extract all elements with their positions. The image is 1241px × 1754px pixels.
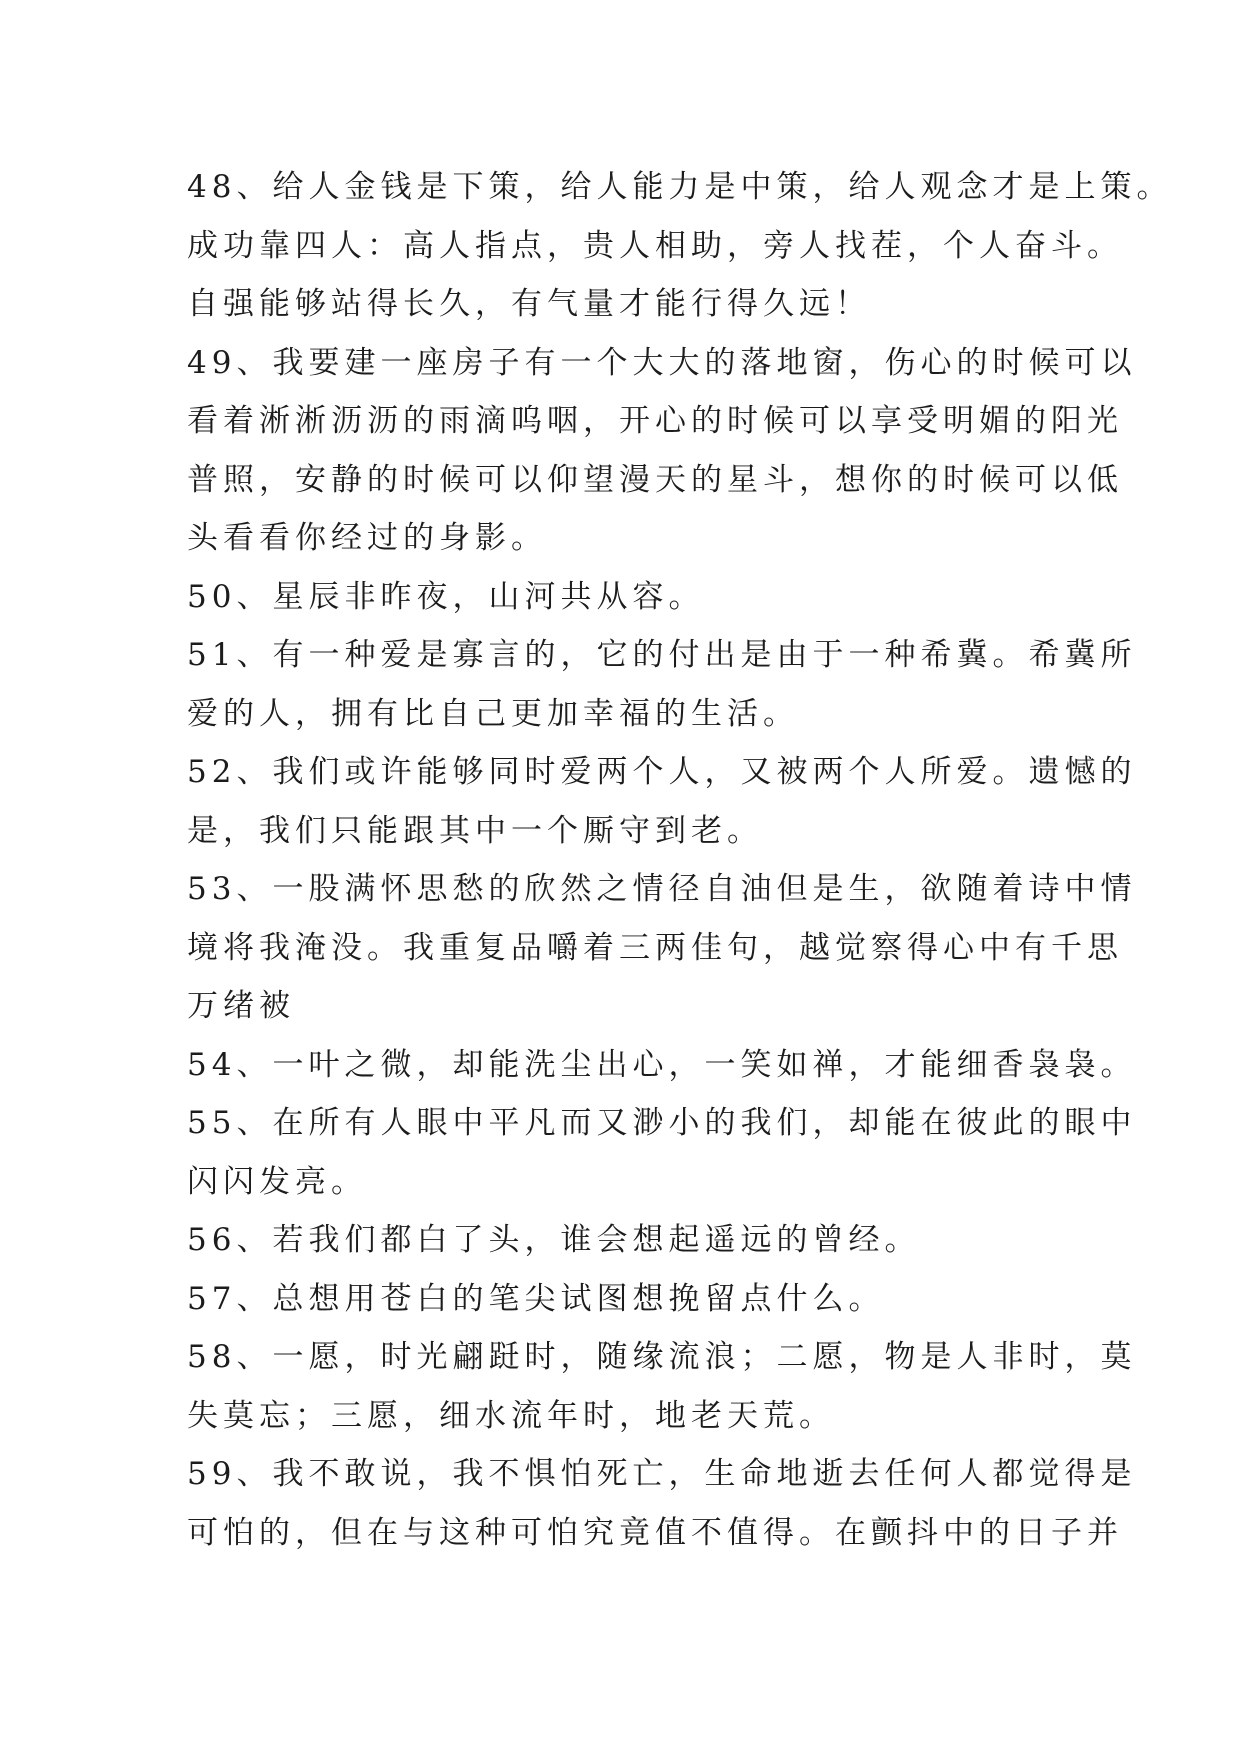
text-line: 53、一股满怀思愁的欣然之情径自油但是生，欲随着诗中情 bbox=[187, 871, 1137, 907]
text-line: 52、我们或许能够同时爱两个人，又被两个人所爱。遗憾的 bbox=[187, 754, 1137, 790]
text-line: 境将我淹没。我重复品嚼着三两佳句，越觉察得心中有千思 bbox=[187, 929, 1123, 966]
document-body bbox=[187, 158, 1173, 1562]
text-line: 58、一愿，时光翩跹时，随缘流浪；二愿，物是人非时，莫 bbox=[187, 1339, 1137, 1375]
text-line: 看着淅淅沥沥的雨滴呜咽，开心的时候可以享受明媚的阳光 bbox=[187, 403, 1123, 439]
text-line: 54、一叶之微，却能洗尘出心，一笑如禅，才能细香袅袅。 bbox=[187, 1046, 1137, 1083]
text-line: 自强能够站得长久，有气量才能行得久远！ bbox=[187, 286, 871, 322]
text-line: 51、有一种爱是寡言的，它的付出是由于一种希冀。希冀所 bbox=[187, 637, 1137, 673]
text-line: 爱的人，拥有比自己更加幸福的生活。 bbox=[187, 695, 799, 732]
text-line: 万绪被 bbox=[187, 988, 295, 1024]
text-line: 50、星辰非昨夜，山河共从容。 bbox=[187, 578, 705, 615]
text-line: 成功靠四人：高人指点，贵人相助，旁人找茬，个人奋斗。 bbox=[187, 227, 1123, 264]
text-line: 59、我不敢说，我不惧怕死亡，生命地逝去任何人都觉得是 bbox=[187, 1456, 1137, 1492]
text-line: 55、在所有人眼中平凡而又渺小的我们，却能在彼此的眼中 bbox=[187, 1105, 1137, 1141]
text-line: 可怕的，但在与这种可怕究竟值不值得。在颤抖中的日子并 bbox=[187, 1514, 1123, 1551]
text-line: 49、我要建一座房子有一个大大的落地窗，伤心的时候可以 bbox=[187, 344, 1137, 381]
text-line: 56、若我们都白了头，谁会想起遥远的曾经。 bbox=[187, 1222, 921, 1258]
text-line: 48、给人金钱是下策，给人能力是中策，给人观念才是上策。 bbox=[187, 169, 1173, 205]
text-line: 头看看你经过的身影。 bbox=[187, 520, 547, 556]
text-line: 是，我们只能跟其中一个厮守到老。 bbox=[187, 812, 763, 849]
text-line: 57、总想用苍白的笔尖试图想挽留点什么。 bbox=[187, 1280, 885, 1317]
text-line: 普照，安静的时候可以仰望漫天的星斗，想你的时候可以低 bbox=[187, 461, 1123, 498]
text-line: 失莫忘；三愿，细水流年时，地老天荒。 bbox=[187, 1397, 835, 1434]
text-line: 闪闪发亮。 bbox=[187, 1163, 367, 1200]
